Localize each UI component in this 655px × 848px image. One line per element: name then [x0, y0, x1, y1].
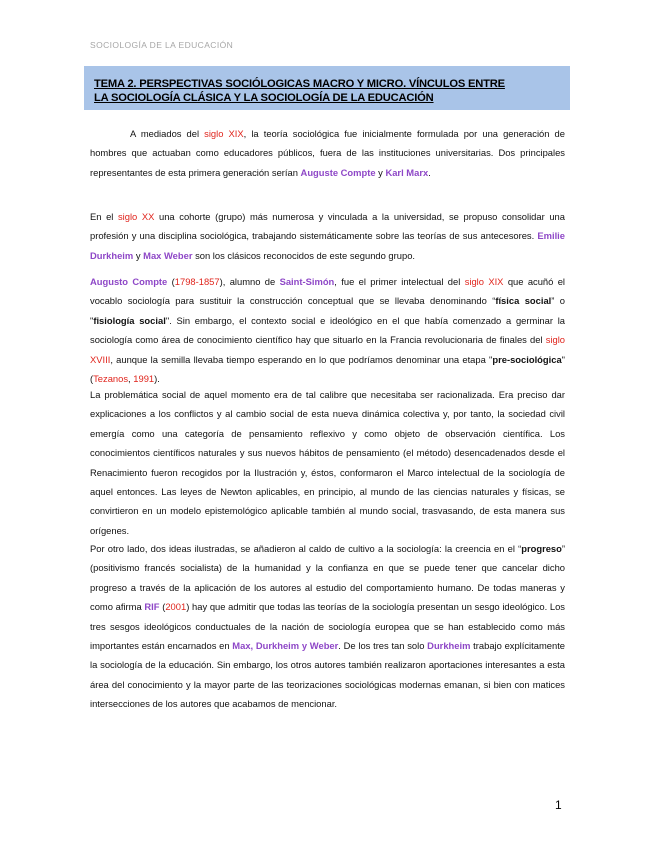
keyword-siglo-xviii: siglo XVIII [90, 334, 565, 365]
text-run: trabajo explícitamente la sociología de la educación. Sin embargo, los otros autores también realizaron aportaciones interesantes a esta área del conocimiento y la mayor parte de las teorizaciones sociológicas modernas emanan, si bien con matices intersecciones de los autores que acabamos de mencionar. [90, 640, 566, 710]
text-run: ". Sin embargo, el contexto social e ideológico en el que había comenzado a germinar la sociología como área de conocimiento científico hay que situarlo en la Francia revolucionaria de finales del [90, 314, 565, 346]
page-number: 1 [555, 798, 562, 812]
term-progreso: progreso [521, 543, 562, 554]
text-run: , [128, 373, 134, 385]
text-run: A mediados del [130, 128, 205, 139]
title-banner [84, 66, 570, 110]
text-run: ), alumno de [219, 276, 280, 287]
text-run: " ( [90, 353, 565, 385]
paragraph-3 [90, 272, 565, 388]
author-saint-simon: Saint-Simón [279, 276, 335, 287]
keyword-siglo-xix: siglo XIX [464, 276, 504, 287]
text-run: y [375, 166, 386, 178]
text-run: . De los tres tan solo [338, 640, 428, 652]
term-pre-sociologica: pre-sociológica [492, 353, 562, 365]
author-augusto-compte: Augusto Compte [90, 276, 168, 287]
keyword-siglo-xx: siglo XX [117, 211, 155, 222]
author-karl-marx: Karl Marx [385, 166, 429, 178]
citation-author: Tezanos [93, 373, 129, 385]
title-line-2: LA SOCIOLOGÍA CLÁSICA Y LA SOCIOLOGÍA DE LA EDUCACIÓN [94, 92, 434, 104]
term-fisiologia-social: fisiología social [93, 314, 166, 326]
author-durkheim: Durkheim [427, 640, 471, 652]
paragraph-1 [90, 124, 565, 182]
citation-author: RIF [144, 601, 160, 613]
text-run: ). [154, 373, 160, 385]
author-emilie-durkheim: Emilie Durkheim [90, 230, 565, 261]
text-run: , aunque la semilla llevaba tiempo esperando en lo que podríamos denominar una etapa " [110, 353, 493, 365]
citation-year: 1991 [133, 373, 155, 385]
text-run: una cohorte (grupo) más numerosa y vinculada a la universidad, se propuso consolidar una profesión y una disciplina sociológica, trabajando sistemáticamente sobre las teorías de sus antecesores. [90, 211, 565, 242]
text-run: ) hay que admitir que todas las teorías de la sociología presentan un sesgo ideológico. Los tres sesgos ideológicos conductuales de la nación de sociología europea que se han establecido como más importantes están encarnados en [90, 601, 565, 652]
text-run: , la teoría sociológica fue inicialmente formulada por una generación de hombres que actuaban como educadores públicos, fuera de las instituciones universitarias. Dos principales representantes de esta primera generación serían [90, 128, 565, 178]
text-run: ( [167, 276, 175, 287]
text-run: ” o " [90, 295, 566, 326]
text-run: que acuñó el vocablo sociología para sustituir la construcción conceptual que se llevaba denominando “ [90, 276, 566, 307]
paragraph-2 [90, 207, 565, 265]
text-run: son los clásicos reconocidos de este segundo grupo. [192, 249, 416, 261]
running-head: SOCIOLOGÍA DE LA EDUCACIÓN [90, 40, 234, 50]
text-run: En el [90, 211, 118, 222]
title-line-1: TEMA 2. PERSPECTIVAS SOCIÓLOGICAS MACRO Y MICRO. VÍNCULOS ENTRE [94, 78, 505, 90]
keyword-dates: 1798-1857 [174, 276, 220, 287]
text-run: ” (positivismo francés socialista) de la humanidad y la confianza en que se puede tener que cancelar dicho progreso a través de la aplicación de los autores al estudio del comportamiento humano. De todas maneras y como afirma [90, 543, 565, 613]
text-run: , fue el primer intelectual del [334, 276, 465, 287]
text-run: . [428, 166, 431, 178]
citation-year: 2001 [165, 601, 187, 613]
paragraph-4: La problemática social de aquel momento era de tal calibre que necesitaba ser racionalizada. Era preciso dar explicaciones a los conflictos y al cambio social de esta nueva dinámica colectiva y, por tanto, la sociedad civil emergía como una categoría de pensamiento reflexivo y como objeto de observación científica. Los conocimientos científicos naturales y sus nuevos hábitos de pensamiento (el método) desencadenados desde el Renacimiento fueron recogidos por la Ilustración y, éstos, conformaron el Marco intelectual de la sociología de aquel entonces. Las leyes de Newton aplicables, en principio, al mundo de las ciencias naturales y físicas, se convirtieron en un modelo epistemológico aplicable también al mundo social, trasvasando, de esta manera sus orígenes. [90, 389, 565, 536]
authors-max-durkheim-weber: Max, Durkheim y Weber [232, 640, 339, 652]
author-auguste-compte: Auguste Compte [300, 166, 376, 178]
text-run: Por otro lado, dos ideas ilustradas, se añadieron al caldo de cultivo a la sociología: la creencia en el “ [90, 543, 522, 554]
keyword-siglo-xix: siglo XIX [204, 128, 244, 139]
term-fisica-social: física social [495, 295, 552, 307]
text-run: ( [159, 601, 166, 613]
paragraph-5 [90, 539, 565, 714]
author-max-weber: Max Weber [143, 249, 193, 261]
page-title [94, 77, 564, 105]
text-run: y [133, 249, 144, 261]
